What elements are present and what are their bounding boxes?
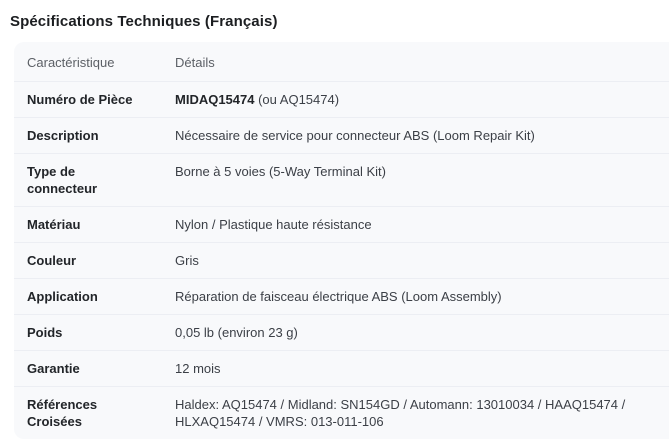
table-header-row — [14, 42, 669, 82]
table-row — [14, 315, 669, 351]
row-value — [175, 315, 669, 350]
row-value-text: Haldex: AQ15474 / Midland: SN154GD / Automann: 13010034 / HAAQ15474 / HLXAQ15474 / VMRS: 013-011-106 — [175, 397, 626, 429]
row-value — [175, 118, 669, 153]
table-row — [14, 154, 669, 207]
table-row — [14, 118, 669, 154]
header-col-details: Détails — [175, 55, 215, 70]
row-value-bold: MIDAQ15474 — [175, 92, 255, 107]
spec-table — [14, 42, 669, 439]
row-value-text: Nylon / Plastique haute résistance — [175, 217, 372, 232]
table-row — [14, 82, 669, 118]
row-value-text: Réparation de faisceau électrique ABS (Loom Assembly) — [175, 289, 502, 304]
row-value — [175, 82, 669, 117]
row-value-text: (ou AQ15474) — [254, 92, 340, 107]
row-label: Numéro de Pièce — [27, 92, 133, 107]
table-row — [14, 351, 669, 387]
row-label: Description — [27, 128, 99, 143]
row-value — [175, 279, 669, 314]
row-value — [175, 154, 669, 189]
row-value-text: Nécessaire de service pour connecteur ABS (Loom Repair Kit) — [175, 128, 535, 143]
row-value — [175, 243, 669, 278]
table-row — [14, 279, 669, 315]
row-value-text: Borne à 5 voies (5-Way Terminal Kit) — [175, 164, 386, 179]
page-title: Spécifications Techniques (Français) — [10, 13, 278, 30]
row-label: Références Croisées — [27, 397, 98, 429]
header-col-caracteristique: Caractéristique — [27, 55, 115, 70]
row-value-text: 12 mois — [175, 361, 221, 376]
table-row — [14, 207, 669, 243]
row-value — [175, 207, 669, 242]
row-label: Type de connecteur — [27, 164, 98, 196]
row-value-text: 0,05 lb (environ 23 g) — [175, 325, 298, 340]
row-label: Application — [27, 289, 98, 304]
row-value — [175, 351, 669, 386]
row-value-text: Gris — [175, 253, 199, 268]
table-row — [14, 387, 669, 439]
row-label: Matériau — [27, 217, 81, 232]
spec-card — [14, 42, 669, 439]
row-value — [175, 387, 669, 439]
row-label: Garantie — [27, 361, 80, 376]
table-row — [14, 243, 669, 279]
row-label: Poids — [27, 325, 63, 340]
row-label: Couleur — [27, 253, 77, 268]
